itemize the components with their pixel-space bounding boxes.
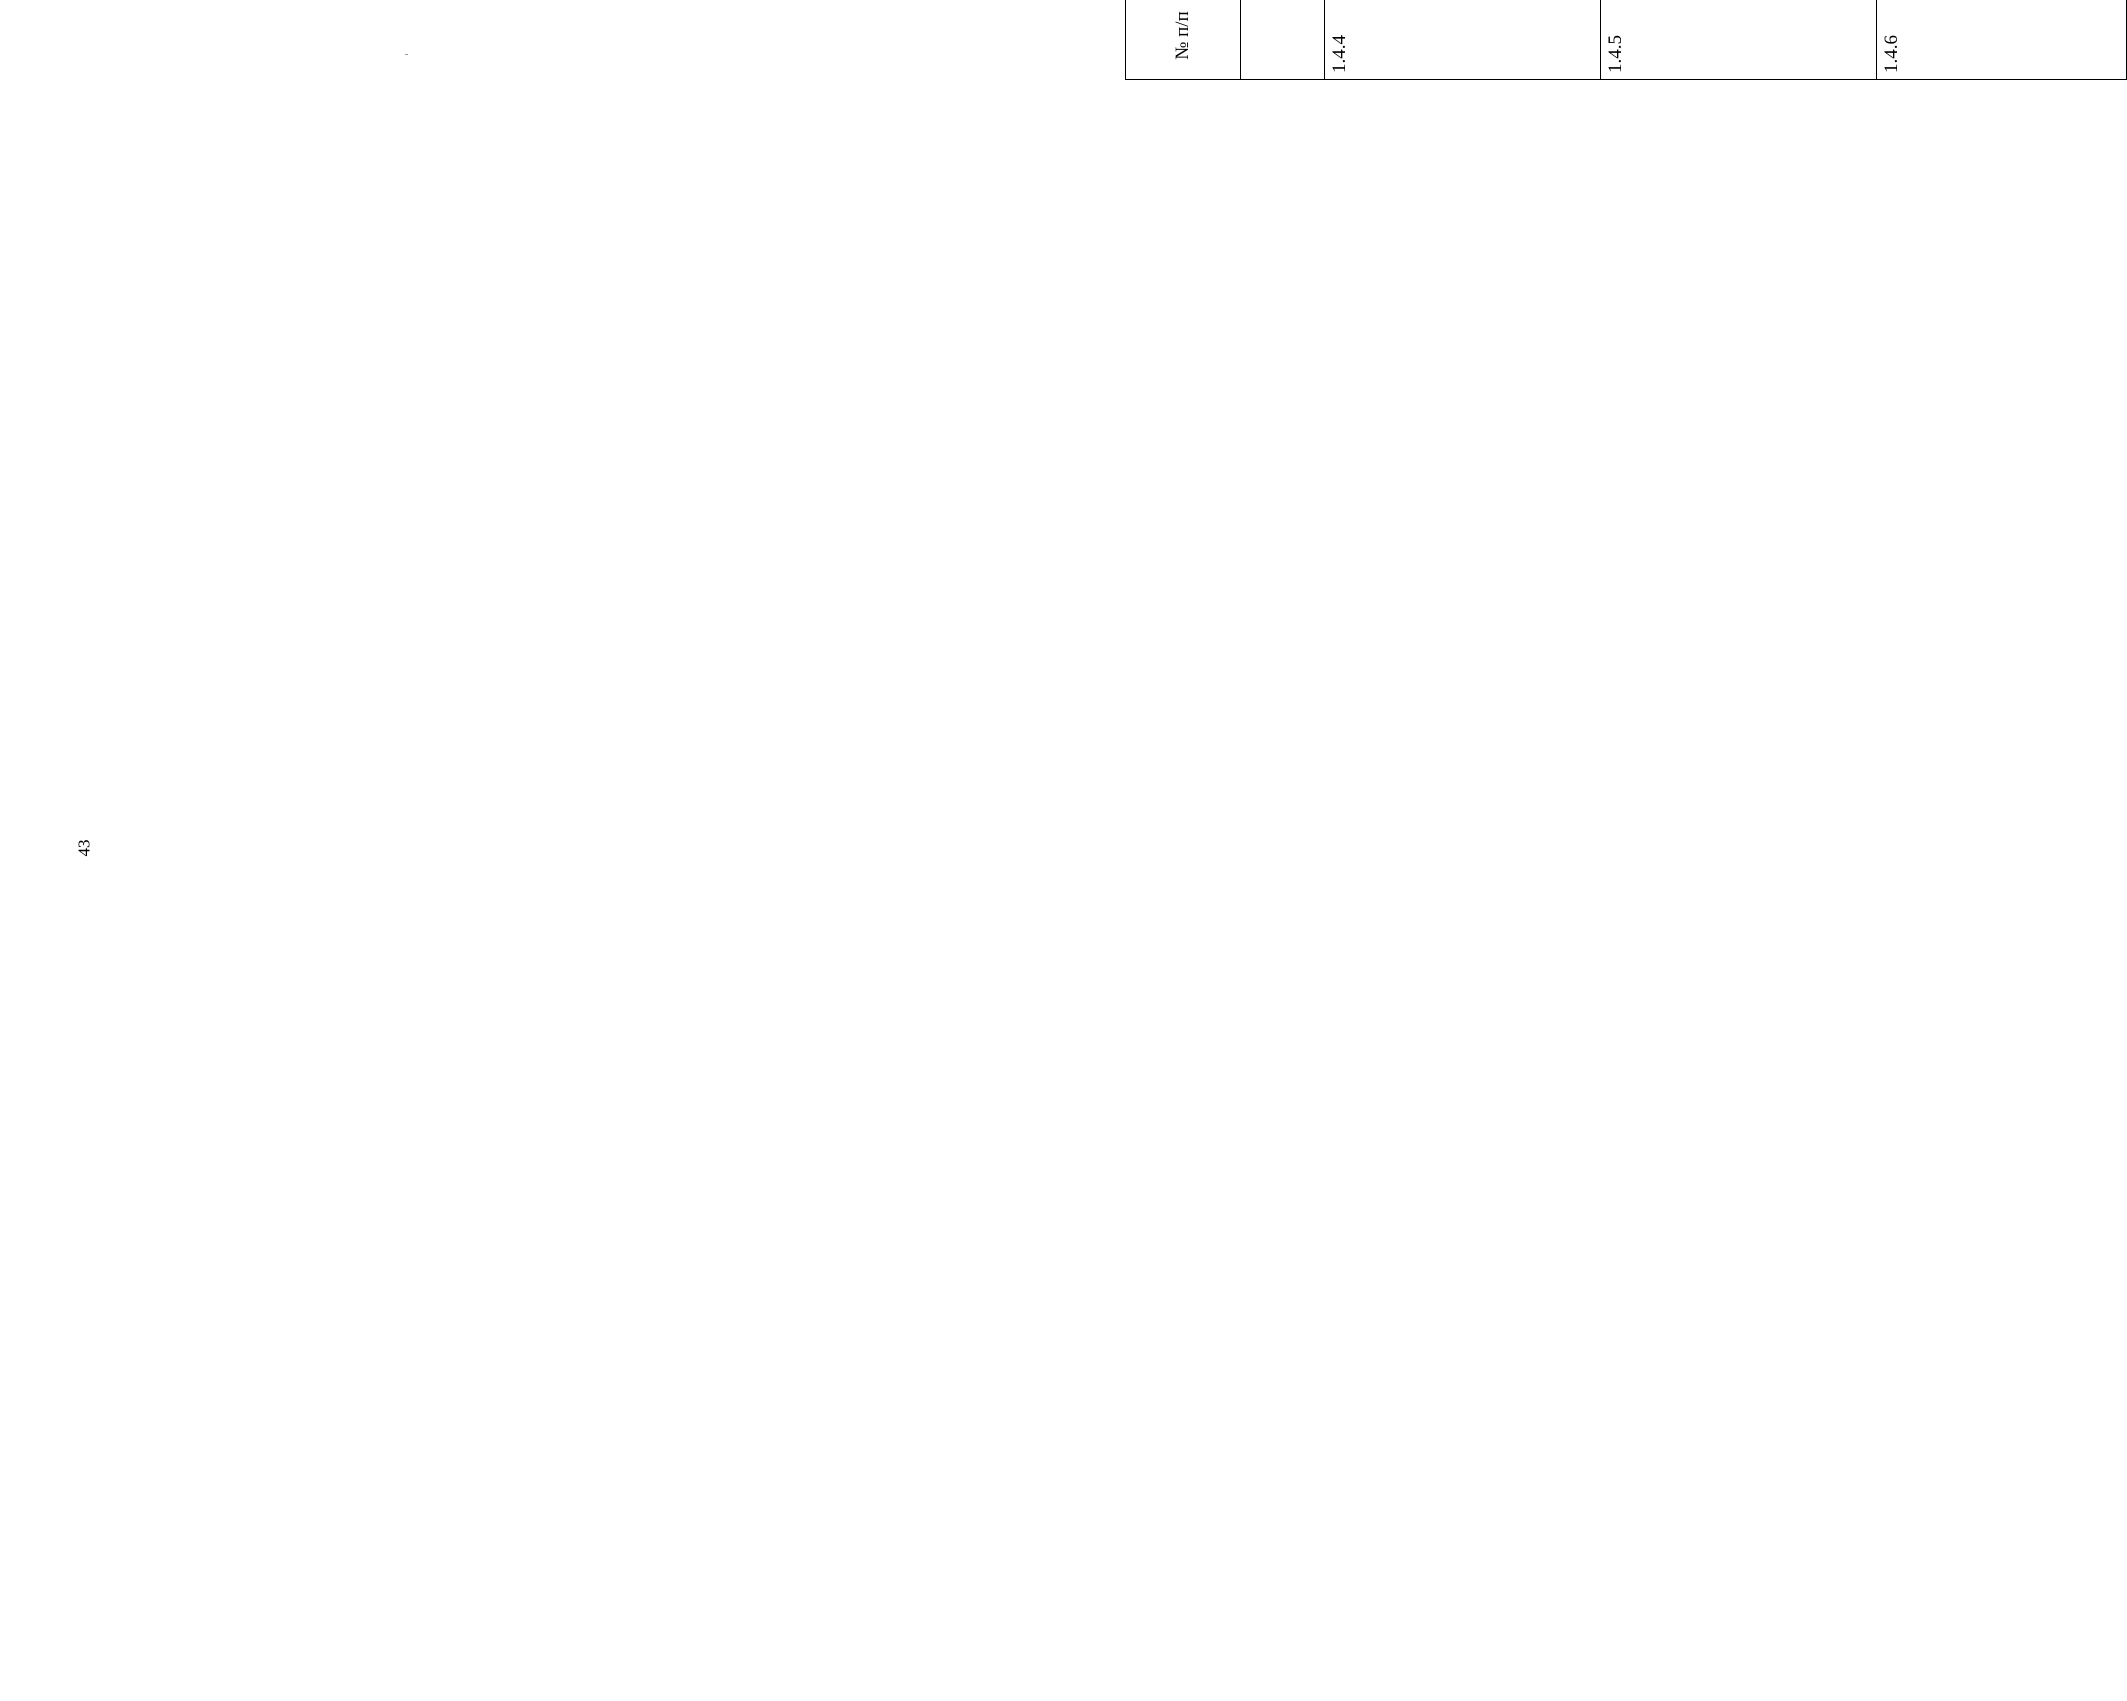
row-num: 1.4.4	[1325, 0, 1601, 80]
results-table	[1125, 0, 2127, 80]
row-num: 1.4.6	[1877, 0, 2127, 80]
page-number: 43	[74, 839, 94, 857]
row-num: 1.4.5	[1601, 0, 1877, 80]
table-row	[1241, 0, 1325, 80]
table-row	[1325, 0, 1601, 80]
header-num: № п/п	[1126, 0, 1241, 80]
rotated-table-wrapper	[1125, 0, 2119, 80]
scan-mark	[405, 54, 408, 55]
table-row	[1877, 0, 2127, 80]
table-row	[1601, 0, 1877, 80]
